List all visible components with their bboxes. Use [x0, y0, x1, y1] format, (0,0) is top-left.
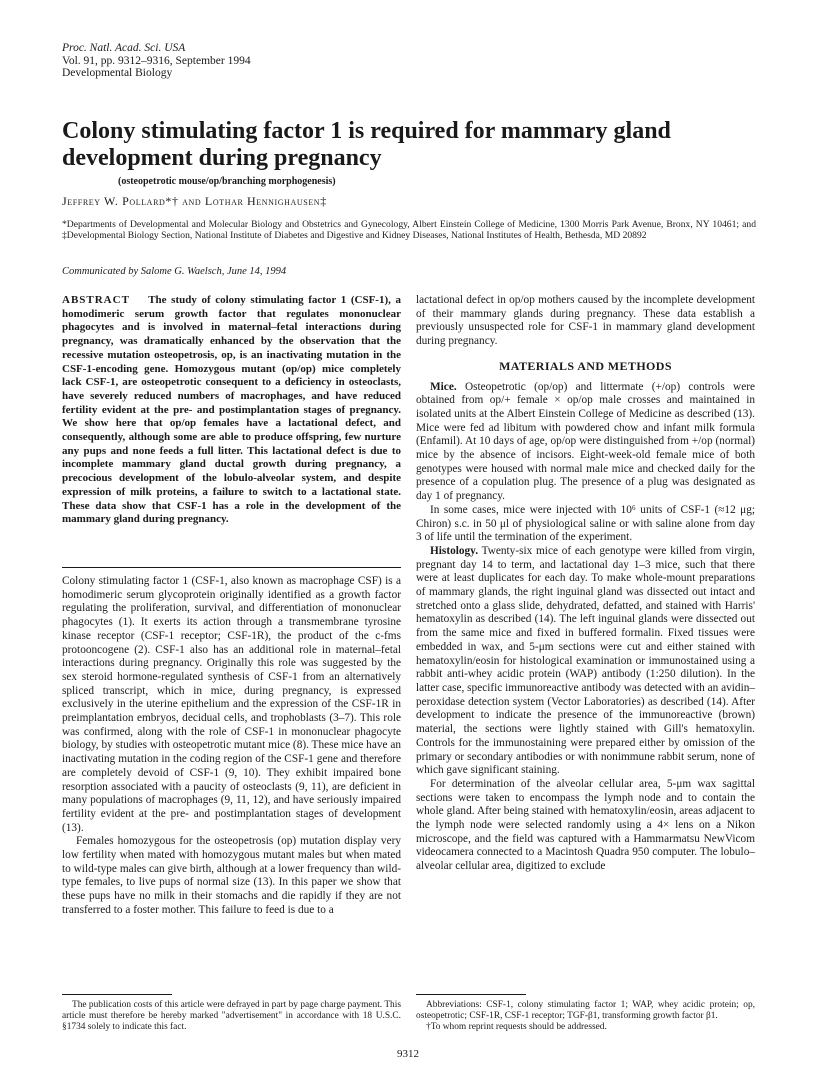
journal-volume: Vol. 91, pp. 9312–9316, September 1994	[62, 54, 251, 67]
histology-text: Twenty-six mice of each genotype were killed from virgin, pregnant day 14 to term, and lactational day 1–3 mice, such that there were at least duplicates for each day. To make whole-mount preparations of mammary glands, the right inguinal gland was dissected out intact and stretched onto a glass slide, dehydrated, defatted, and stained with Harris' hematoxylin as described (14). The left inguinal glands were dissected out from the same mice and fixed in buffered formalin. Fixed tissues were embedded in wax, and 5-μm sections were cut and either stained with hematoxylin/eosin for histological examination or immunostained using a rabbit anti-whey acidic protein (WAP) antibody (1:250 dilution). In the latter case, specific immunoreactive antibody was detected with an avidin–peroxidase detection system (Vector Laboratories) as described (14). After development to indicate the presence of the immunoreactive (brown) material, the sections were lightly stained with Gill's hematoxylin. Controls for the immunostaining were prepared either by omission of the primary or secondary antibodies or with nonimmune rabbit serum, none of which gave significant staining.	[416, 544, 756, 777]
intro-paragraph-2: Females homozygous for the osteopetrosis (op) mutation display very low fertility when mated with homozygous mutant males but when mated to wild-type males can give birth, although at a lower frequency than wild-type females, to live pups of normal size (13). In this paper we show that these pups have no milk in their stomachs and die rapidly if they are not transferred to a foster mother. This failure to feed is due to a	[62, 835, 401, 916]
mice-paragraph	[416, 381, 755, 504]
abbreviations-note: Abbreviations: CSF-1, colony stimulating factor 1; WAP, whey acidic protein; op, osteopetrotic; CSF-1R, CSF-1 receptor; TGF-β1, transforming growth factor β1.	[416, 1000, 755, 1022]
mice-heading: Mice.	[430, 380, 457, 393]
abstract	[62, 294, 401, 527]
footnotes	[416, 1000, 755, 1034]
journal-section: Developmental Biology	[62, 67, 173, 79]
intro-continuation: lactational defect in op/op mothers caused by the incomplete development of their mammary glands during pregnancy. These data establish a previously unsuspected role for CSF-1 in mammary gland development during pregnancy.	[416, 294, 755, 348]
keywords: (osteopetrotic mouse/op/branching morphogenesis)	[118, 176, 336, 187]
communicated-by: Communicated by Salome G. Waelsch, June 14, 1994	[62, 266, 287, 277]
publication-costs-note	[62, 1000, 401, 1034]
footnote-divider-right	[416, 994, 526, 995]
reprint-note: †To whom reprint requests should be addressed.	[426, 1022, 607, 1033]
abstract-divider	[62, 567, 401, 568]
authors: Jeffrey W. Pollard*† and Lothar Hennighausen‡	[62, 194, 327, 208]
abstract-label: ABSTRACT	[62, 294, 130, 306]
affiliation: *Departments of Developmental and Molecular Biology and Obstetrics and Gynecology, Albert Einstein College of Medicine, 1300 Morris Park Avenue, Bronx, NY 10461; and ‡Developmental Biology Section, National Institute of Diabetes and Digestive and Kidney Diseases, National Institutes of Health, Bethesda, MD 20892	[62, 219, 756, 242]
section-title-methods: MATERIALS AND METHODS	[499, 358, 672, 373]
introduction	[62, 575, 401, 918]
histology-heading: Histology.	[430, 544, 479, 557]
right-column	[416, 294, 755, 874]
alveolar-paragraph: For determination of the alveolar cellular area, 5-μm wax sagittal sections were taken to encompass the lymph node and to contain the whole gland. After being stained with hematoxylin/eosin, areas adjacent to the lymph node were selected randomly using a 4× lens on a Nikon microscope, and the field was captured with a Hammarmatsu NewVicom videocamera connected to a Macintosh Quadra 950 computer. The lobulo–alveolar cellular area, digitized to exclude	[416, 777, 755, 873]
histology-paragraph	[416, 545, 755, 778]
mice-text: Osteopetrotic (op/op) and littermate (+/op) controls were obtained from op/+ female × op/op male crosses and maintained in isolated units at the Albert Einstein College of Medicine as described (13). Mice were fed ad libitum with powdered chow and infant milk formula (Enfamil). At 10 days of age, op/op were distinguished from +/op (normal) mice by the absence of incisors. Eight-week-old female mice of both genotypes were housed with normal male mice and checked daily for the presence of a copulation plug. The presence of a plug was designated as day 1 of pregnancy.	[416, 380, 755, 503]
csf-injection-paragraph: In some cases, mice were injected with 10⁶ units of CSF-1 (≈12 μg; Chiron) s.c. in 50 μl of physiological saline or with saline alone from day 3 of life until the termination of the experiment.	[416, 503, 755, 544]
journal-header	[62, 42, 251, 80]
abstract-text: The study of colony stimulating factor 1 (CSF-1), a homodimeric serum growth factor that regulates mononuclear phagocytes and is involved in maternal–fetal interactions during pregnancy, was dramatically enhanced by the observation that the recessive mutation osteopetrosis, op, is an inactivating mutation in the CSF-1-encoding gene. Homozygous mutant (op/op) mice completely lack CSF-1, are osteopetrotic consequent to a deficiency in osteoclasts, have severely reduced numbers of macrophages, and have reduced fertility evident at the pre- and postimplantation stages of pregnancy. We show here that op/op females have a lactational defect, and consequently, although some are able to produce offspring, few nurture any pups and none feeds a full litter. This lactational defect is due to incomplete mammary gland ductal growth during pregnancy, a precocious development of the lobulo-alveolar system, and despite expression of milk proteins, a failure to switch to a lactational state. These data show that CSF-1 has a role in the development of the mammary gland during pregnancy.	[62, 294, 401, 526]
footnote-divider-left	[62, 994, 172, 995]
intro-paragraph-1: Colony stimulating factor 1 (CSF-1, also known as macrophage CSF) is a homodimeric serum glycoprotein originally identified as a growth factor regulating the proliferation, survival, and differentiation of mononuclear phagocytes (1). It exerts its action through a transmembrane tyrosine kinase receptor (CSF-1 receptor; CSF-1R), the product of the c-fms protooncogene (2). CSF-1 also has an additional role in maternal–fetal interactions during pregnancy. Originally this role was suggested by the sex steroid hormone-regulated synthesis of CSF-1 from an alternatively spliced transcript, which in mice, during pregnancy, is expressed exclusively in the uterine epithelium and the expression of the CSF-1R in preimplantation embryos, decidual cells, and trophoblasts (3–7). This role was confirmed, along with the role of CSF-1 in mononuclear phagocyte biology, by studies with osteopetrotic mutant mice (8). These mice have an inactivating mutation in the coding region of the CSF-1 gene and therefore are completely devoid of CSF-1 (9, 10). They exhibit impaired bone resorption associated with a paucity of osteoclasts (9, 11), are deficient in many populations of macrophages (9, 11, 12), and have seriously impaired fertility evident at the pre- and postimplantation stages of development (13).	[62, 575, 401, 834]
journal-name: Proc. Natl. Acad. Sci. USA	[62, 42, 186, 54]
publication-costs-text: The publication costs of this article were defrayed in part by page charge payment. This article must therefore be hereby marked "advertisement" in accordance with 18 U.S.C. §1734 solely to indicate this fact.	[62, 1000, 401, 1033]
article-title: Colony stimulating factor 1 is required for mammary gland development during pregnancy	[62, 118, 671, 171]
page-number: 9312	[397, 1048, 419, 1060]
